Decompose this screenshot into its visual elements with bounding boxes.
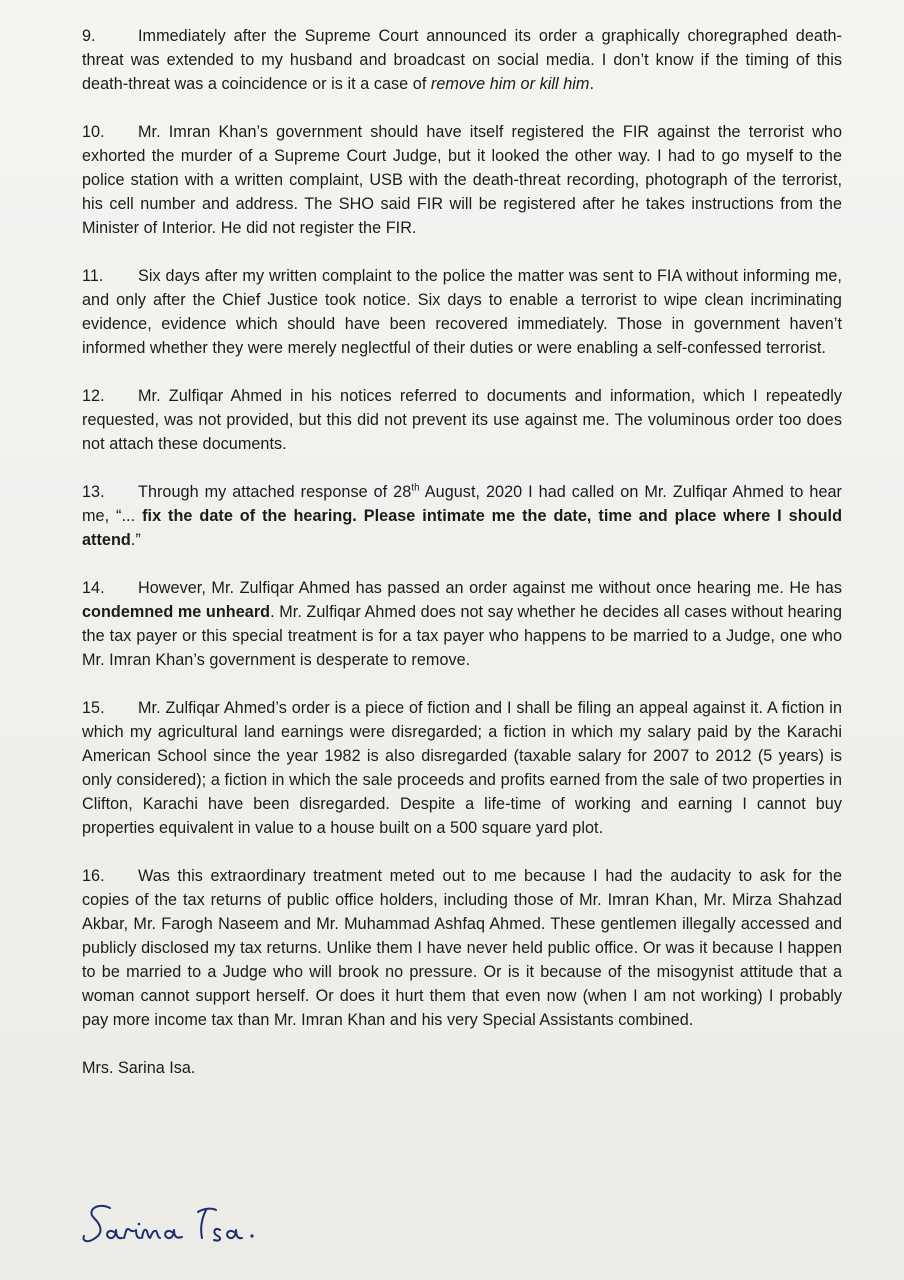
closing-name: Mrs. Sarina Isa. — [82, 1059, 196, 1077]
paragraph-number: 13. — [82, 483, 105, 501]
paragraph-text: Mr. Imran Khan’s government should have itself registered the FIR against the terrorist who exhorted the murder of a Supreme Court Judge, but it looked the other way. I had to go myself to the police station with a written complaint, USB with the death-threat recording, photograph of the terrorist, his cell number and address. The SHO said FIR will be registered after he takes instructions from the Minister of Interior. He did not register the FIR. — [82, 123, 842, 237]
paragraph-text: However, Mr. Zulfiqar Ahmed has passed an order against me without once hearing me. He has — [138, 579, 842, 597]
paragraph-text: Was this extraordinary treatment meted out to me because I had the audacity to ask for the copies of the tax returns of public office holders, including those of Mr. Imran Khan, Mr. Mirza Shahzad Akbar, Mr. Farogh Naseem and Mr. Muhammad Ashfaq Ahmed. These gentlemen illegally accessed and publicly disclosed my tax returns. Unlike them I have never held public office. Or was it because I happen to be married to a Judge who will brook no pressure. Or is it because of the misogynist attitude that a woman cannot support herself. Or does it hurt them that even now (when I am not working) I probably pay more income tax than Mr. Imran Khan and his very Special Assistants combined. — [82, 867, 842, 1029]
paragraph-14 — [82, 576, 842, 672]
document-page — [82, 24, 842, 1080]
paragraph-number: 11. — [82, 267, 104, 285]
paragraph-number: 12. — [82, 387, 105, 405]
paragraph-end: . — [589, 75, 594, 93]
paragraph-15 — [82, 696, 842, 840]
signature-text: Sarina Isa. — [80, 1196, 85, 1197]
italic-phrase: remove him or kill him — [430, 75, 590, 93]
superscript-th: th — [411, 482, 420, 494]
paragraph-text: Mr. Zulfiqar Ahmed’s order is a piece of fiction and I shall be filing an appeal against it. A fiction in which my agricultural land earnings were disregarded; a fiction in which my salary paid by the Karachi American School since the year 1982 is also disregarded (taxable salary for 2007 to 2012 (5 years) is only considered); a fiction in which the sale proceeds and profits earned from the sale of two properties in Clifton, Karachi have been disregarded. Despite a life-time of working and earning I cannot buy properties equivalent in value to a house built on a 500 square yard plot. — [82, 699, 842, 837]
paragraph-text: Immediately after the Supreme Court announced its order a graphically choregraphed death-threat was extended to my husband and broadcast on social media. I don’t know if the timing of this death-threat was a coincidence or is it a case of — [82, 27, 842, 93]
paragraph-10 — [82, 120, 842, 240]
paragraph-16 — [82, 864, 842, 1032]
paragraph-number: 10. — [82, 123, 105, 141]
paragraph-12 — [82, 384, 842, 456]
paragraph-text-mid: August, 2020 I had called on Mr. Zulfiqar Ahmed to hear me, “... — [82, 483, 842, 525]
paragraph-text: Mr. Zulfiqar Ahmed in his notices referred to documents and information, which I repeatedly requested, was not provided, but this did not prevent its use against me. The voluminous order too does not attach these documents. — [82, 387, 842, 453]
paragraph-13 — [82, 480, 842, 552]
bold-quote: fix the date of the hearing. Please intimate me the date, time and place where I should attend — [82, 507, 843, 549]
paragraph-11 — [82, 264, 842, 360]
paragraph-end: . Mr. Zulfiqar Ahmed does not say whether he decides all cases without hearing the tax payer or this special treatment is for a tax payer who happens to be married to a Judge, one who Mr. Imran Khan’s government is desperate to remove. — [82, 603, 842, 669]
paragraph-9 — [82, 24, 842, 96]
paragraph-text: Through my attached response of 28 — [138, 483, 412, 501]
paragraph-number: 16. — [82, 867, 105, 885]
handwritten-signature — [80, 1196, 300, 1256]
bold-phrase: condemned me unheard — [82, 603, 271, 621]
paragraph-text: Six days after my written complaint to the police the matter was sent to FIA without informing me, and only after the Chief Justice took notice. Six days to enable a terrorist to wipe clean incriminating evidence, evidence which should have been recovered immediately. Those in government haven’t informed whether they were merely neglectful of their duties or were enabling a self-confessed terrorist. — [82, 267, 842, 357]
paragraph-number: 14. — [82, 579, 105, 597]
paragraph-number: 9. — [82, 27, 96, 45]
paragraph-end: .” — [130, 531, 141, 549]
paragraph-number: 15. — [82, 699, 105, 717]
